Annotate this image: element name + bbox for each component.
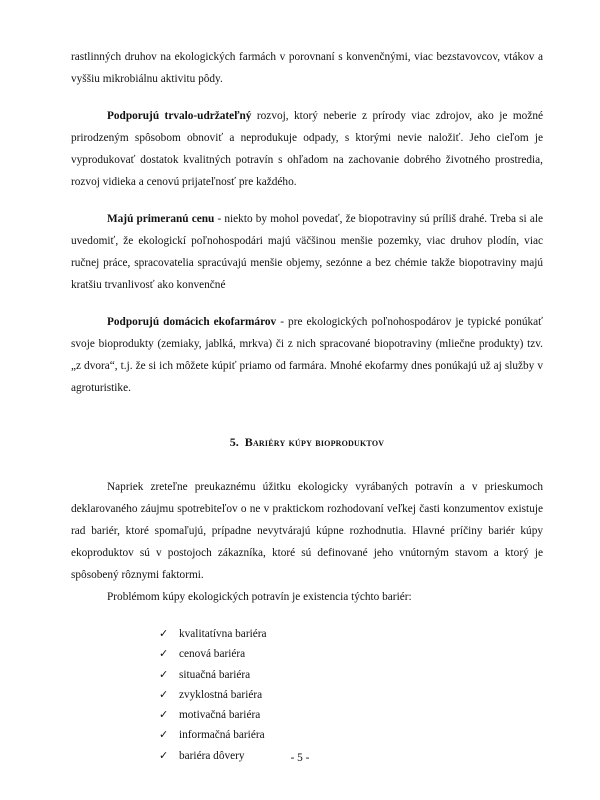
barrier-label: informačná bariéra [179,729,265,742]
list-item [159,725,543,745]
section-heading [71,433,543,451]
list-item [159,665,543,685]
paragraph-price [71,208,543,296]
check-mark-icon: ✓ [159,748,169,762]
barriers-intro: Problémom kúpy ekologických potravín je existencia týchto bariér: [107,591,412,603]
page-number: - 5 - [290,752,310,764]
list-item [159,624,543,644]
check-mark-icon: ✓ [159,647,169,661]
list-item [159,685,543,705]
barrier-label: bariéra dôvery [179,749,245,762]
paragraph-continuation: rastlinných druhov na ekologických farmách v porovnaní s konvenčnými, viac bezstavovcov, vtákov a vyššiu mikrobiálnu aktivitu pôdy. [71,51,543,85]
paragraph-sustainable [71,105,543,193]
barrier-label: motivačná bariéra [179,709,261,722]
paragraph-lead: Majú primeranú cenu [107,213,215,225]
check-mark-icon: ✓ [159,687,169,701]
check-mark-icon: ✓ [159,667,169,681]
paragraph-lead: Podporujú trvalo-udržateľný [107,110,252,122]
check-mark-icon: ✓ [159,708,169,722]
paragraph-farmers [71,311,543,399]
paragraph-text: - niekto by mohol povedať, že biopotraviny sú príliš drahé. Treba si ale uvedomiť, že ekologickí poľnohospodári majú väčšinou menšie pozemky, viac druhov plodín, viac ručnej práce, spracovatelia spracúvajú menšie objemy, sezónne a bez chémie takže biopotraviny majú kratšiu trvanlivosť ako konvenčné [71,213,543,291]
document-page [71,46,543,766]
list-item [159,705,543,725]
barrier-label: cenová bariéra [179,648,246,661]
list-item [159,644,543,664]
barrier-list [71,624,543,766]
check-mark-icon: ✓ [159,728,169,742]
section-body: Napriek zreteľne preukaznému úžitku ekologicky vyrábaných potravín a v prieskumoch deklarovaného záujmu spotrebiteľov o ne v praktickom rozhodovaní veľkej časti konzumentov existuje rad bariér, ktoré spomaľujú, prípadne nevytvárajú kúpne rozhodnutia. Hlavné príčiny bariér kúpy ekoproduktov sú v postojoch zákazníka, ktoré sú definované jeho vnútorným stavom a ktorý je spôsobený rôznymi faktormi. [71,481,543,581]
barrier-label: zvyklostná bariéra [179,688,263,701]
paragraph-lead: Podporujú domácich ekofarmárov [107,316,277,328]
barrier-label: situačná bariéra [179,668,251,681]
paragraph-text: rozvoj, ktorý neberie z prírody viac zdrojov, ako je možné prirodzeným spôsobom obnoviť a neprodukuje odpady, s ktorými nevie naložiť. Jeho cieľom je vyprodukovať dostatok kvalitných potravín s ohľadom na zachovanie dobrého životného prostredia, rozvoj vidieka a cenovú prijateľnosť pre každého. [71,110,544,188]
paragraph-text: - pre ekologických poľnohospodárov je typické ponúkať svoje bioprodukty (zemiaky, jablká, mrkva) či z nich spracované biopotraviny (mliečne produkty) tzv. „z dvora“, t.j. že si ich môžete kúpiť priamo od farmára. Mnohé ekofarmy dnes ponúkajú už aj služby v agroturistike. [71,316,543,394]
section-number: 5. [229,435,239,449]
barrier-label: kvalitatívna bariéra [179,628,267,640]
check-mark-icon: ✓ [159,627,169,640]
section-title: Bariéry kúpy bioproduktov [244,435,385,449]
